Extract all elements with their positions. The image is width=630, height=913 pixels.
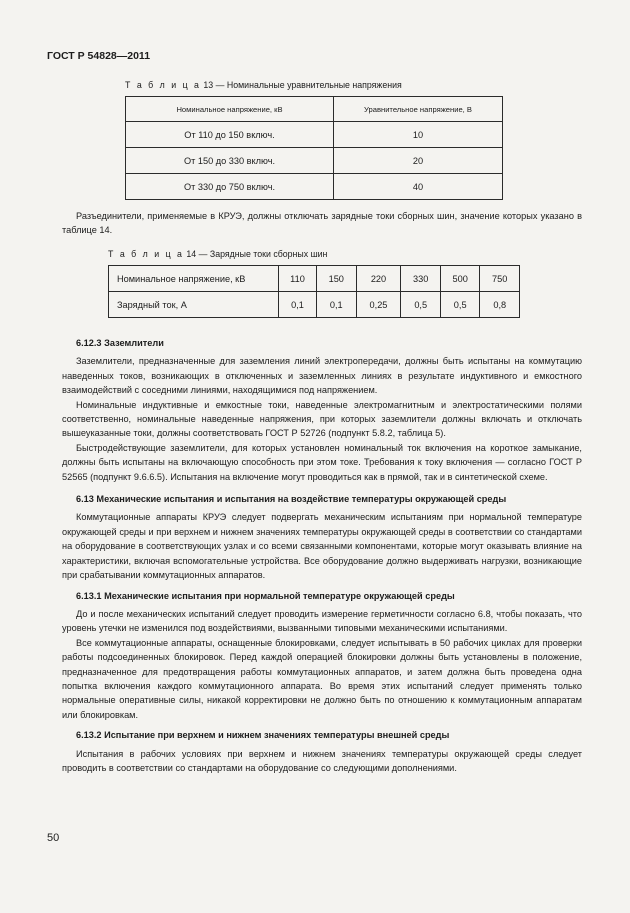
table-row-label: Номинальное напряжение, кВ bbox=[109, 266, 279, 292]
table-cell: 750 bbox=[480, 266, 520, 292]
table-cell: 0,25 bbox=[356, 292, 401, 318]
table-row bbox=[126, 122, 503, 148]
page-number: 50 bbox=[47, 832, 60, 844]
table-cell: 0,5 bbox=[401, 292, 440, 318]
paragraph: Все коммутационные аппараты, оснащенные блокировками, следует испытывать в 50 рабочих циклах для проверки работы подсоединенных блокировок. Перед каждой операцией блокировки должны быть установлены в положение, предназначенное для предотвращения работы коммутационных аппаратов, и затем должна быть проведена одна попытка включения каждого коммутационного аппарата. Во время этих испытаний следует применять только нормальные оперативные силы, никакой корректировки не должно быть по отношению к коммутационным аппаратам или блокировкам. bbox=[62, 637, 582, 720]
table-cell: 110 bbox=[279, 266, 317, 292]
table13-caption-text: 13 — Номинальные уравнительные напряжения bbox=[203, 80, 402, 90]
table13-col-header: Номинальное напряжение, кВ bbox=[126, 97, 334, 122]
table-cell: От 110 до 150 включ. bbox=[126, 122, 334, 148]
body-text bbox=[62, 336, 582, 775]
paragraph: Коммутационные аппараты КРУЭ следует подвергать механическим испытаниям при нормальной температуре окружающей среды и при верхнем и нижнем значениях температуры окружающей среды в соответствии со стандартами на оборудование в соответствующих узлах и со всеми связанными компонентами, которые могут оказывать влияние на характеристики, включая вспомогательные устройства. Все оборудование должно выдерживать нагрузки, возникающие при срабатывании коммутационных аппаратов. bbox=[62, 512, 582, 581]
table14-caption-text: 14 — Зарядные токи сборных шин bbox=[186, 249, 328, 259]
table-cell: 20 bbox=[334, 148, 503, 174]
table-cell: От 330 до 750 включ. bbox=[126, 174, 334, 200]
table-row bbox=[126, 148, 503, 174]
section-heading: 6.13.1 Механические испытания при нормальной температуре окружающей среды bbox=[76, 590, 455, 601]
document-header: ГОСТ Р 54828—2011 bbox=[47, 50, 151, 62]
intro-block bbox=[62, 209, 582, 238]
table-cell: 10 bbox=[334, 122, 503, 148]
table-cell: От 150 до 330 включ. bbox=[126, 148, 334, 174]
table-row bbox=[126, 174, 503, 200]
table-row-label: Зарядный ток, А bbox=[109, 292, 279, 318]
section-heading: 6.13 Механические испытания и испытания на воздействие температуры окружающей среды bbox=[76, 494, 507, 505]
paragraph: До и после механических испытаний следует проводить измерение герметичности согласно 6.8, чтобы показать, что уровень утечки не изменился под воздействиями, вызванными типовыми механическими испытаниями. bbox=[62, 608, 582, 634]
paragraph: Номинальные индуктивные и емкостные токи, наведенные электромагнитным и электростатическими полями соответственно, номинальные наведенные напряжения, при которых заземлители должны включать и отключать вышеуказанные токи, должны соответствовать ГОСТ Р 52726 (подпункт 5.8.2, таблица 5). bbox=[62, 399, 582, 439]
table14 bbox=[108, 265, 520, 318]
table13-col-header: Уравнительное напряжение, В bbox=[334, 97, 503, 122]
table13-caption bbox=[125, 80, 402, 90]
section-heading: 6.12.3 Заземлители bbox=[76, 338, 164, 348]
paragraph: Заземлители, предназначенные для заземления линий электропередачи, должны быть испытаны на коммутацию наведенных токов, возникающих в отключенных и заземленных линиях в результате индуктивного и емкостного взаимодействий с соседними линиями, находящимися под напряжением. bbox=[62, 356, 582, 396]
table-cell: 330 bbox=[401, 266, 440, 292]
table13 bbox=[125, 96, 503, 200]
paragraph: Быстродействующие заземлители, для которых установлен номинальный ток включения на короткое замыкание, должны быть испытаны на включающую способность при этом токе. Требования к току включения — согласно ГОСТ Р 52565 (подпункт 9.6.6.5). Испытания на включение могут проводиться как в прямой, так и в синтетической схеме. bbox=[62, 442, 582, 482]
table-cell: 0,1 bbox=[279, 292, 317, 318]
paragraph: Разъединители, применяемые в КРУЭ, должны отключать зарядные токи сборных шин, значение которых указано в таблице 14. bbox=[62, 211, 582, 236]
table-cell: 500 bbox=[440, 266, 479, 292]
table-cell: 0,5 bbox=[440, 292, 479, 318]
table13-caption-word: Т а б л и ц а bbox=[125, 80, 201, 90]
table-row bbox=[109, 266, 520, 292]
paragraph: Испытания в рабочих условиях при верхнем и нижнем значениях температуры окружающей среды следует проводить в соответствии со стандартами на оборудование со следующими дополнениями. bbox=[62, 748, 582, 773]
table-cell: 150 bbox=[317, 266, 356, 292]
table-cell: 0,8 bbox=[480, 292, 520, 318]
table-row bbox=[109, 292, 520, 318]
table13-header-row bbox=[126, 97, 503, 122]
table-cell: 40 bbox=[334, 174, 503, 200]
table14-caption-word: Т а б л и ц а bbox=[108, 249, 184, 259]
section-heading: 6.13.2 Испытание при верхнем и нижнем значениях температуры внешней среды bbox=[76, 730, 450, 741]
table-cell: 220 bbox=[356, 266, 401, 292]
table-cell: 0,1 bbox=[317, 292, 356, 318]
table14-caption bbox=[108, 249, 327, 259]
